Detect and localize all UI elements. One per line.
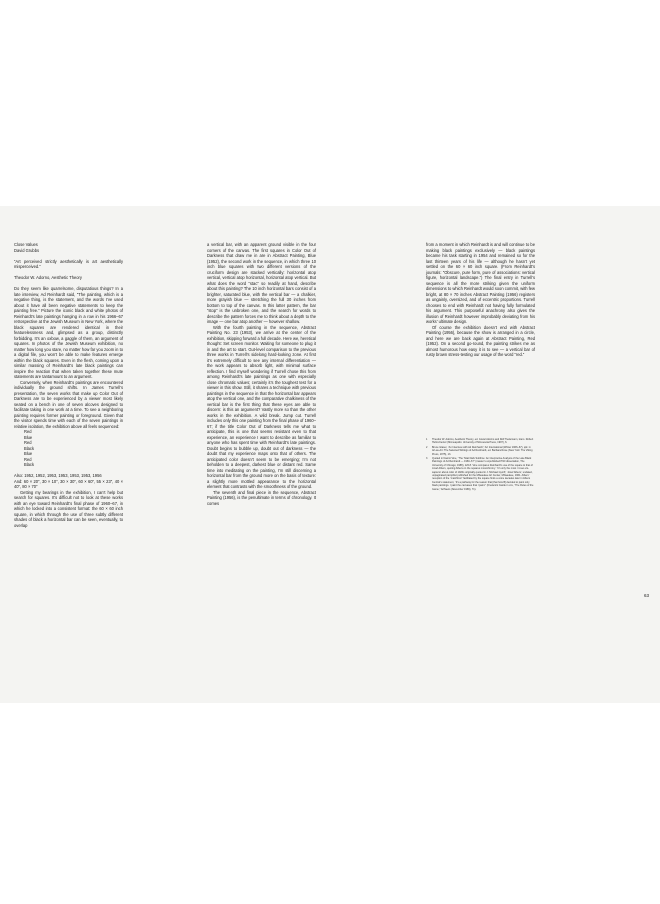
book-spread bbox=[0, 206, 660, 703]
body-paragraph: from a moment in which Reinhardt is and will continue to be making black paintings exclusively — black paintings became his task starting in 1954 and remained so for the last thirteen years of his life — although he hasn’t yet settled on the 60 × 60 inch square. (From Reinhardt’s journals: “Obscure, pure form, pure of associations: vertical figure, horizontal landscape.”) The final entry in Turrell’s sequence is all the more striking given the uniform dimensions to which Reinhardt would soon commit, with few bright, at 80 × 70 inches Abstract Painting (1956) registers as ungainly, oversized, and of eccentric proportions. Turrell chooses to end with Reinhardt not having fully formulated his argument. This purposeful anachrony also gives the illusion of Reinhardt however improbably deviating from his works’ ultimate design. bbox=[426, 242, 535, 324]
list-item: Blue bbox=[24, 451, 33, 456]
color-sequence-list bbox=[14, 429, 123, 468]
list-item: Blue bbox=[24, 434, 33, 440]
epigraph-quote: “Art perceived strictly aesthetically is art aesthetically misperceived.” bbox=[14, 258, 123, 269]
footnote bbox=[426, 457, 535, 491]
list-item: Red bbox=[24, 456, 32, 462]
footnote-text: Theodor W. Adorno, Aesthetic Theory, ed. Gretel Adorno and Rolf Tiedemann, trans. Robert Hullot-Kentor (Minneapolis: University of Minnesota Press, 1997), 6. bbox=[432, 438, 534, 445]
body-paragraph: Conversely, when Reinhardt’s paintings are encountered individually the ground shifts. In James Turrell’s presentation, the seven works that make up Color Out of Darkness are to be experienced by a viewer most likely seated on a bench in one of seven alcoves designed to facilitate taking in one work at a time. To see a neighboring painting requires former painting or foreground. Given that the visitor spends time with each of the seven paintings in relative isolation, the exhibition above all feels sequenced: bbox=[14, 379, 123, 429]
column-right bbox=[426, 242, 535, 358]
article-author: David Grubbs bbox=[14, 247, 40, 253]
body-paragraph: And: 60 × 20″, 30 × 10″, 30 × 30″, 60 × 60″, 55 × 23″, 40 × 40″, 80 × 70″ bbox=[14, 478, 123, 489]
footnote-number: 1 bbox=[426, 438, 428, 441]
footnote-text: Bruce Glaser, “An Interview with Ad Reinhardt,” Art International (Winter 1966–67), qtd. in Art-as-Art: The Selected Writings of Ad Reinhardt, ed. Barbara Rose (New York: The Viking Press, 1975), 13. bbox=[432, 445, 533, 456]
column-middle bbox=[207, 242, 316, 506]
body-paragraph: a vertical bar, with an apparent ground visible in the four corners of the canvas. The first squares in Color Out of Darkness that draw me in are in Abstract Painting, Blue (1952), the second work in the sequence, in which three 10 inch blue squares with two different versions of the cruciform design are stacked vertically: horizontal atop vertical, vertical atop horizontal, horizontal atop vertical. But what does the word “stac” so readily at hand, describe about this painting? The 10 inch horizontal bars consist of a brighter, saturated blue, with the vertical bar — a chalkier, more grayish blue — stretching the full 30 inches from bottom to top of the canvas. In this latter pattern, the bar “stop” is the unbroken one, and the search for words to describe the pattern forces me to think about a depth to the image — one bar atop another — however shallow. bbox=[207, 242, 316, 324]
list-item: Red bbox=[24, 429, 32, 434]
body-paragraph: Getting my bearings in the exhibition, I can’t help but search for squares. It’s difficult not to look at these works with an eye toward Reinhardt’s final phase of 1960–67, in which he locked into a consistent format: the 60 × 60 inch square, in which through the use of three subtly different shades of black a horizontal bar can be seen, eventually, to overlap bbox=[14, 489, 123, 528]
list-item: Red bbox=[24, 440, 32, 445]
article-title: Close Values bbox=[14, 242, 38, 247]
list-item: Black bbox=[24, 462, 35, 467]
body-paragraph: The seventh and final piece in the sequence, Abstract Painting (1956), is the penultimate in terms of chronology. It comes bbox=[207, 489, 316, 506]
footnote bbox=[426, 446, 535, 456]
body-paragraph: Also: 1952, 1952, 1953, 1953, 1953, 1953, 1956 bbox=[14, 473, 102, 478]
article-header bbox=[14, 242, 123, 253]
footnote bbox=[426, 438, 535, 445]
page-number: 63 bbox=[644, 593, 650, 598]
footnotes bbox=[426, 438, 535, 492]
footnote-number: 2 bbox=[426, 445, 428, 449]
epigraph-attribution: Theodor W. Adorno, Aesthetic Theory bbox=[14, 275, 82, 280]
body-paragraph: Of course the exhibition doesn’t end with Abstract Painting (1956), because the show is arranged in a circle, and here we are back again at Abstract Painting, Red (1952). On a second go-round, the painting strikes me as almost humorous how easy it is to see — a vertical bar of rusty brown stress-testing our usage of the word “red.” bbox=[426, 324, 535, 357]
body-paragraph: Do they seem like quarrelsome, disputatious things? In a late interview, Ad Reinhardt said, “The painting, which is a negative thing, is the statement, and the words I’ve used about it have all been negative statements to keep the painting free.” Picture the iconic black and white photos of Reinhardt’s late paintings hanging in a row in his 1966–67 retrospective at the Jewish Museum in New York, where the black squares are rendered identical in their featurelessness and, glimpsed as a group, distinctly forbidding. It’s an oxbow, a gaggle of them, an argument of squares. In photos of the Jewish Museum exhibition, no matter how long you stare, no matter how far you zoom in to a digital file, you won’t be able to make features emerge within the black squares. Even in the flesh, coming upon a similar massing of Reinhardt’s late black paintings can inspire the reaction that when taken together these mute statements are tantamount to an argument. bbox=[14, 286, 123, 379]
footnote-text: Quoted in Naomi Vine, “The Total Dark Sublime: An Interpretive Analysis of the Late Black Paintings of Ad Reinhardt — 1960–67” (master’s unpublished PhD dissertation, The University of Chicago, 1988), 120.8. Vine compares Reinhardt’s use of the square to that of Josef Albers, quoting Albers on the squares monochromy: “It’s only the most ‘n’ever-vis-sapiens’ about color of 1920s originally quoted in J. Michael Gyorff, ‘Josef Albers,’ undated, unpaginated pamphlet published for the Milwaukee Art Center, Milwaukee, 1961. Albers’ reception of the “matchbox” facilitated by the square finds a voice decades later in Albers Central’s statement, “It’s a pathway for the reason that [that how B] decided to paint only black paintings. I paint the canvases that I paint.” (Frederick Castle in xxx, “The Rules of the Game,” ArtNews (November 1966), 71). bbox=[432, 457, 534, 491]
list-item: Black bbox=[24, 445, 35, 451]
body-paragraph: With the fourth painting in the sequence, Abstract Painting No. 23 (1953), we arrive at the center of the exhibition, skipping forward a full decade. Here we, heretical thought: Set screen monitor. Waiting for someone to plug it in and the art to start. Gut-level comparison to the previous three works in Turrell’s sidelong hard-looking zone. At first it’s extremely difficult to see any internal differentiation — the work appears to absorb light, with minimal surface reflection. I find myself wondering if Turrell chose this from among Reinhardt’s late paintings as one with especially close chromatic values; certainly it’s the toughest test for a viewer in this show. Still, it shares a technique with previous paintings in the sequence in that the horizontal bar appears atop the vertical one, and the comparative chalkiness of the vertical bar is the first thing that these eyes are able to discern: is this an argument? Vastly more so than the other works in the exhibition. A wild break. Jump cut. Turrell includes only this one painting from the final phase of 1960–67; if the title Color Out of Darkness tells me what to anticipate, this is one that seems resistant even to that experience, an experience I want to describe as familiar to anyone who has spent time with Reinhardt’s late paintings. Doubt begins to bubble up, doubt out of darkness — the doubt that my experience maps onto that of others. The anticipated color doesn’t seem to be emerging; I’m not beholden to a deepest, darkest blue or distant red. Same time into meditating on the painting, I’m still discerning a horizontal bar from the ground more on the basis of texture: a slightly more mottled appearance to the horizontal element that contrasts with the smoothness of the ground. bbox=[207, 324, 316, 489]
column-left bbox=[14, 242, 123, 528]
footnote-number: 3 bbox=[426, 457, 428, 461]
